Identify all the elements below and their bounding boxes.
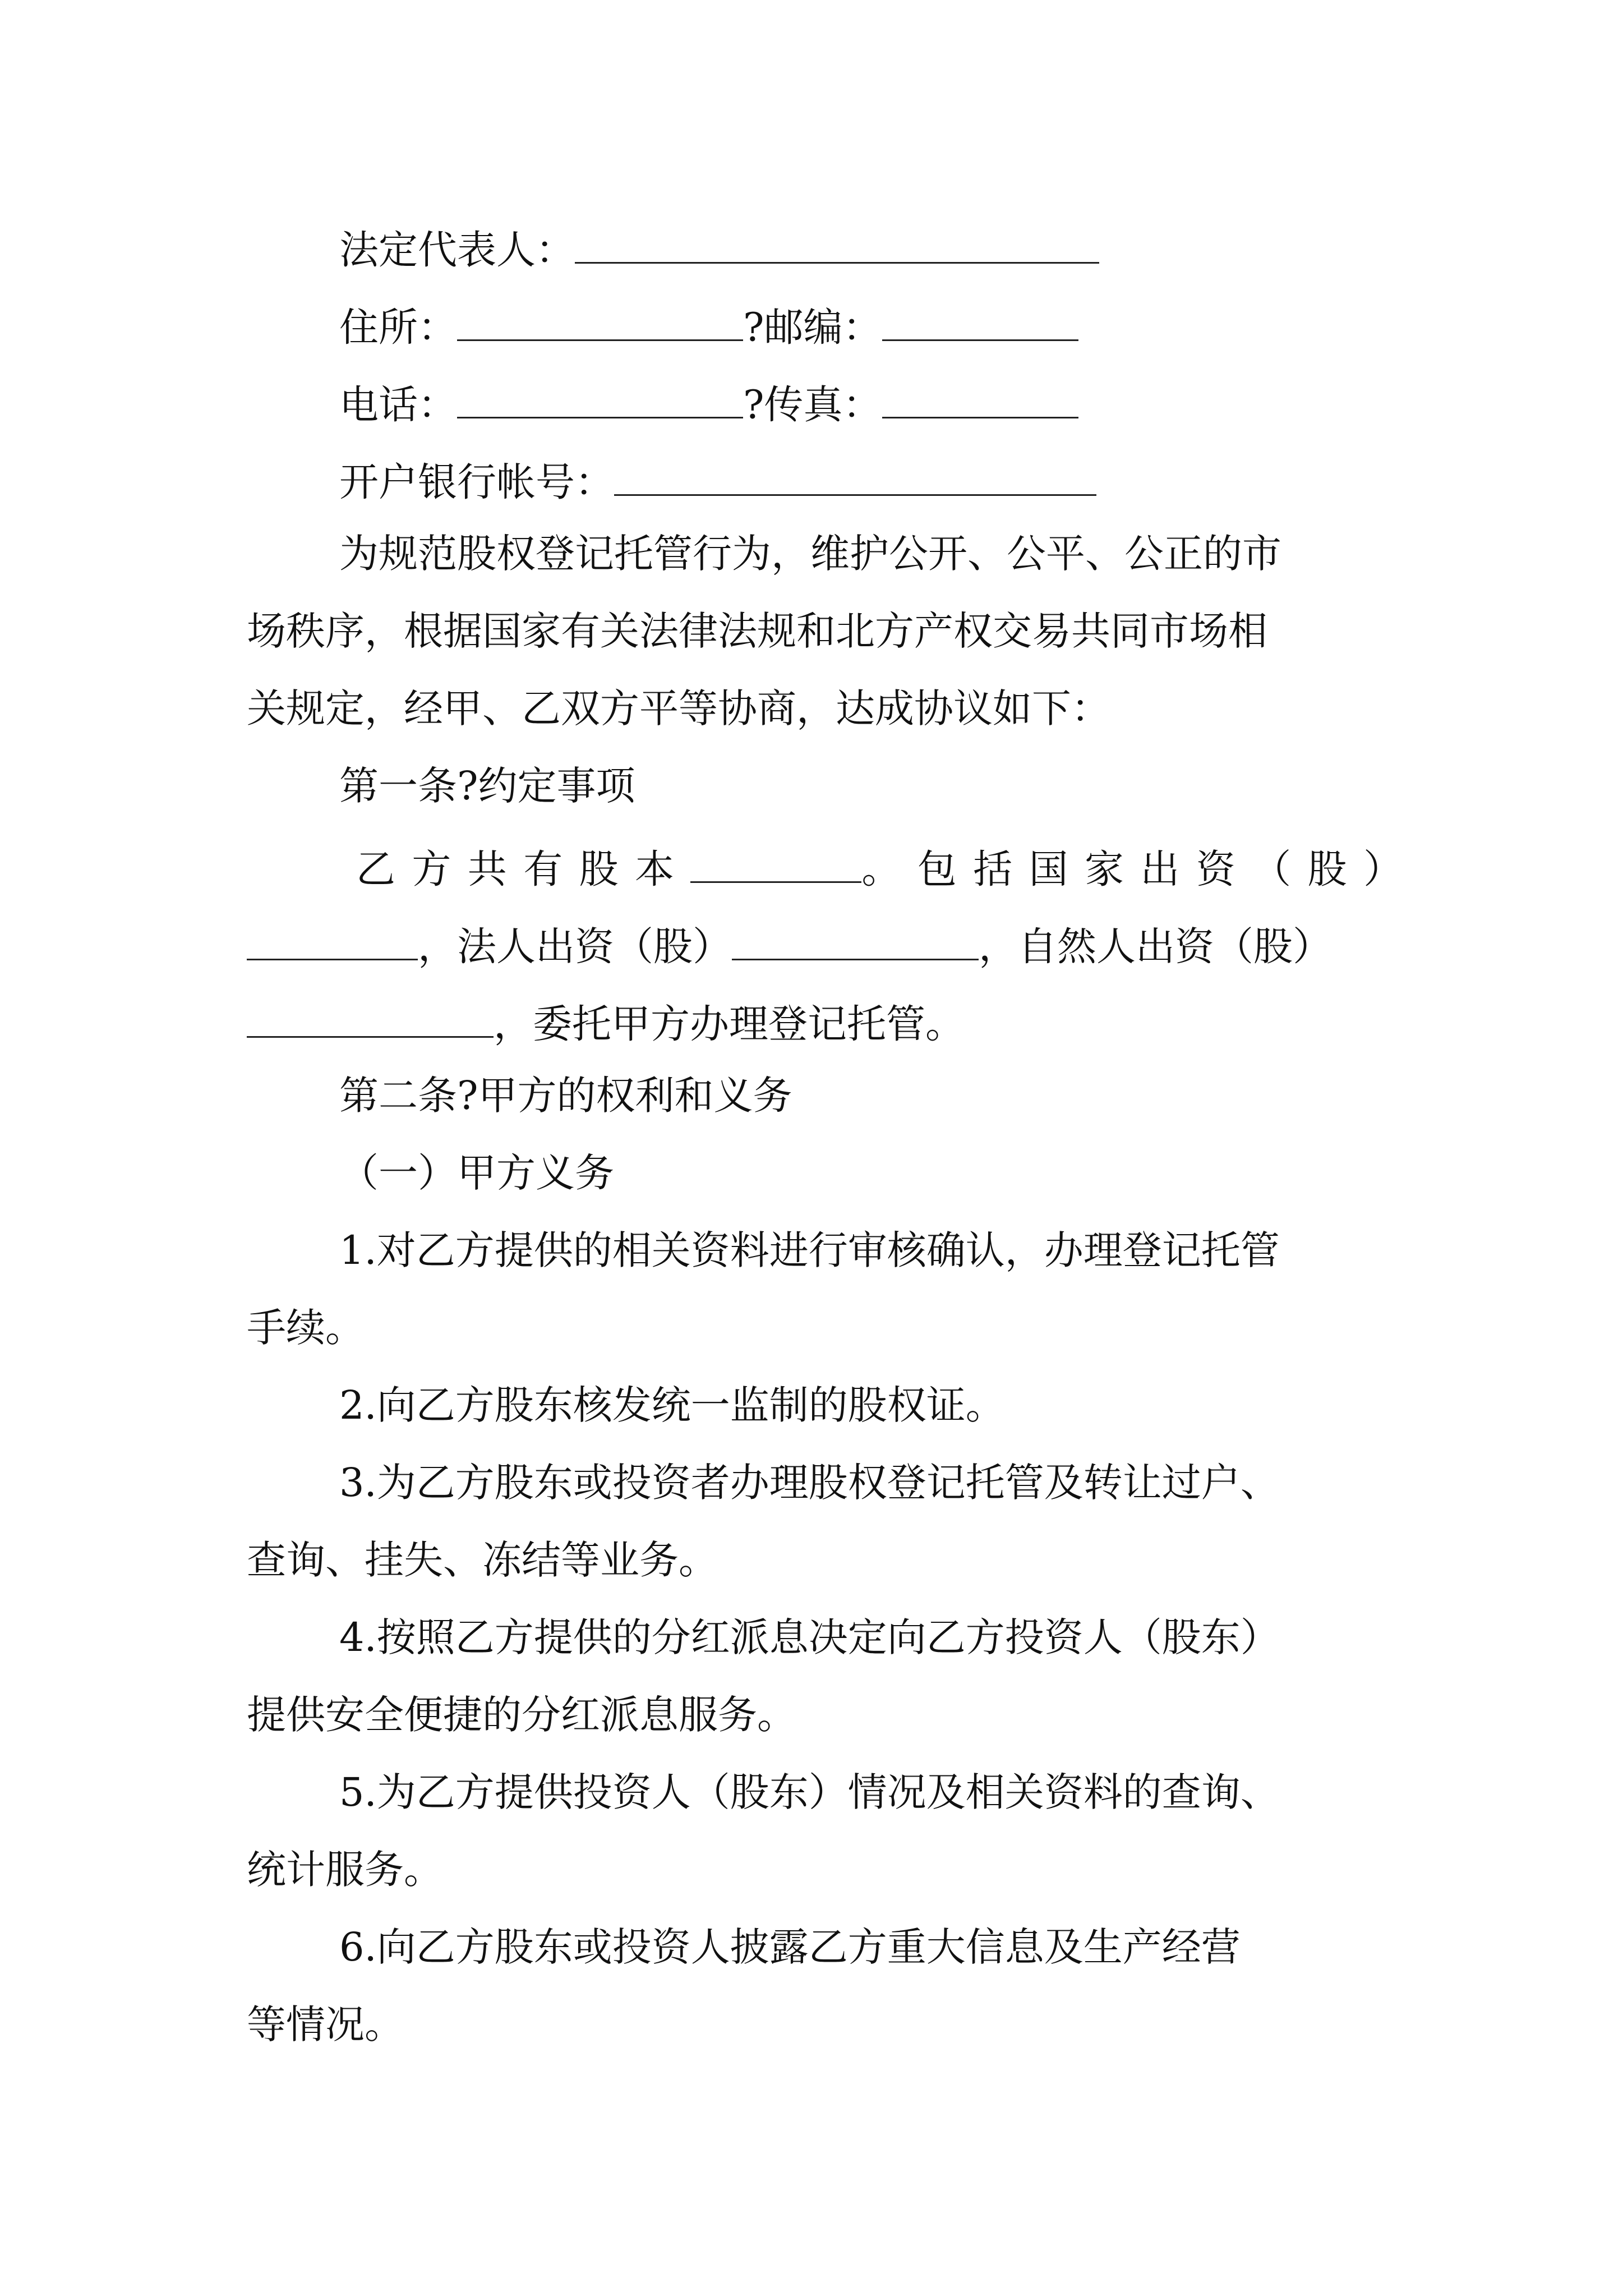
legal-person-label: ，法人出资（股） xyxy=(418,923,732,970)
natural-person-blank xyxy=(247,999,494,1038)
sub-section-1-title: （一）甲方义务 xyxy=(339,1150,614,1196)
article-1-line-2 xyxy=(247,921,1332,970)
phone-label: 电话： xyxy=(339,381,457,428)
postcode-blank xyxy=(882,302,1078,341)
address-line xyxy=(339,302,1078,351)
item-3-line-2: 查询、挂失、冻结等业务。 xyxy=(247,1537,718,1583)
article-1-line-3 xyxy=(247,999,965,1047)
address-label: 住所： xyxy=(339,304,457,351)
intro-line-3: 关规定，经甲、乙双方平等协商，达成协议如下： xyxy=(247,685,1110,731)
state-capital-blank xyxy=(247,921,418,960)
legal-person-blank xyxy=(732,921,979,960)
item-6-line-2: 等情况。 xyxy=(247,2001,404,2047)
bank-blank xyxy=(614,457,1096,496)
address-blank xyxy=(457,302,743,341)
item-5-line-1: 5.为乙方提供投资人（股东）情况及相关资料的查询、 xyxy=(339,1769,1280,1815)
article-1-title: 第一条?约定事项 xyxy=(339,763,635,809)
share-capital-blank xyxy=(690,844,861,883)
legal-rep-label: 法定代表人： xyxy=(339,227,575,273)
phone-line xyxy=(339,379,1078,428)
legal-rep-line xyxy=(339,224,1099,273)
item-1-line-2: 手续。 xyxy=(247,1305,365,1351)
postcode-label: ?邮编： xyxy=(743,304,882,351)
item-6-line-1: 6.向乙方股东或投资人披露乙方重大信息及生产经营 xyxy=(339,1924,1241,1970)
legal-rep-blank xyxy=(575,224,1099,264)
bank-label: 开户银行帐号： xyxy=(339,459,614,505)
item-1-line-1: 1.对乙方提供的相关资料进行审核确认，办理登记托管 xyxy=(339,1227,1280,1273)
phone-blank xyxy=(457,379,743,418)
natural-person-label: ，自然人出资（股） xyxy=(979,923,1332,970)
fax-blank xyxy=(882,379,1078,418)
article-2-title: 第二条?甲方的权利和义务 xyxy=(339,1073,792,1119)
item-2: 2.向乙方股东核发统一监制的股权证。 xyxy=(339,1382,1005,1428)
intro-line-2: 场秩序，根据国家有关法律法规和北方产权交易共同市场相 xyxy=(247,608,1267,654)
item-3-line-1: 3.为乙方股东或投资者办理股权登记托管及转让过户、 xyxy=(339,1460,1280,1506)
share-capital-label: 乙方共有股本 xyxy=(356,846,691,892)
entrust-text: ，委托甲方办理登记托管。 xyxy=(494,1001,965,1047)
fax-label: ?传真： xyxy=(743,381,882,428)
state-capital-label: 。包括国家出资（股） xyxy=(861,846,1419,892)
item-5-line-2: 统计服务。 xyxy=(247,1847,443,1893)
intro-line-1: 为规范股权登记托管行为，维护公开、公平、公正的市 xyxy=(339,531,1281,577)
item-4-line-1: 4.按照乙方提供的分红派息决定向乙方投资人（股东） xyxy=(339,1614,1280,1660)
bank-line xyxy=(339,457,1096,505)
item-4-line-2: 提供安全便捷的分红派息服务。 xyxy=(247,1692,796,1738)
article-1-line-1 xyxy=(356,844,1419,892)
